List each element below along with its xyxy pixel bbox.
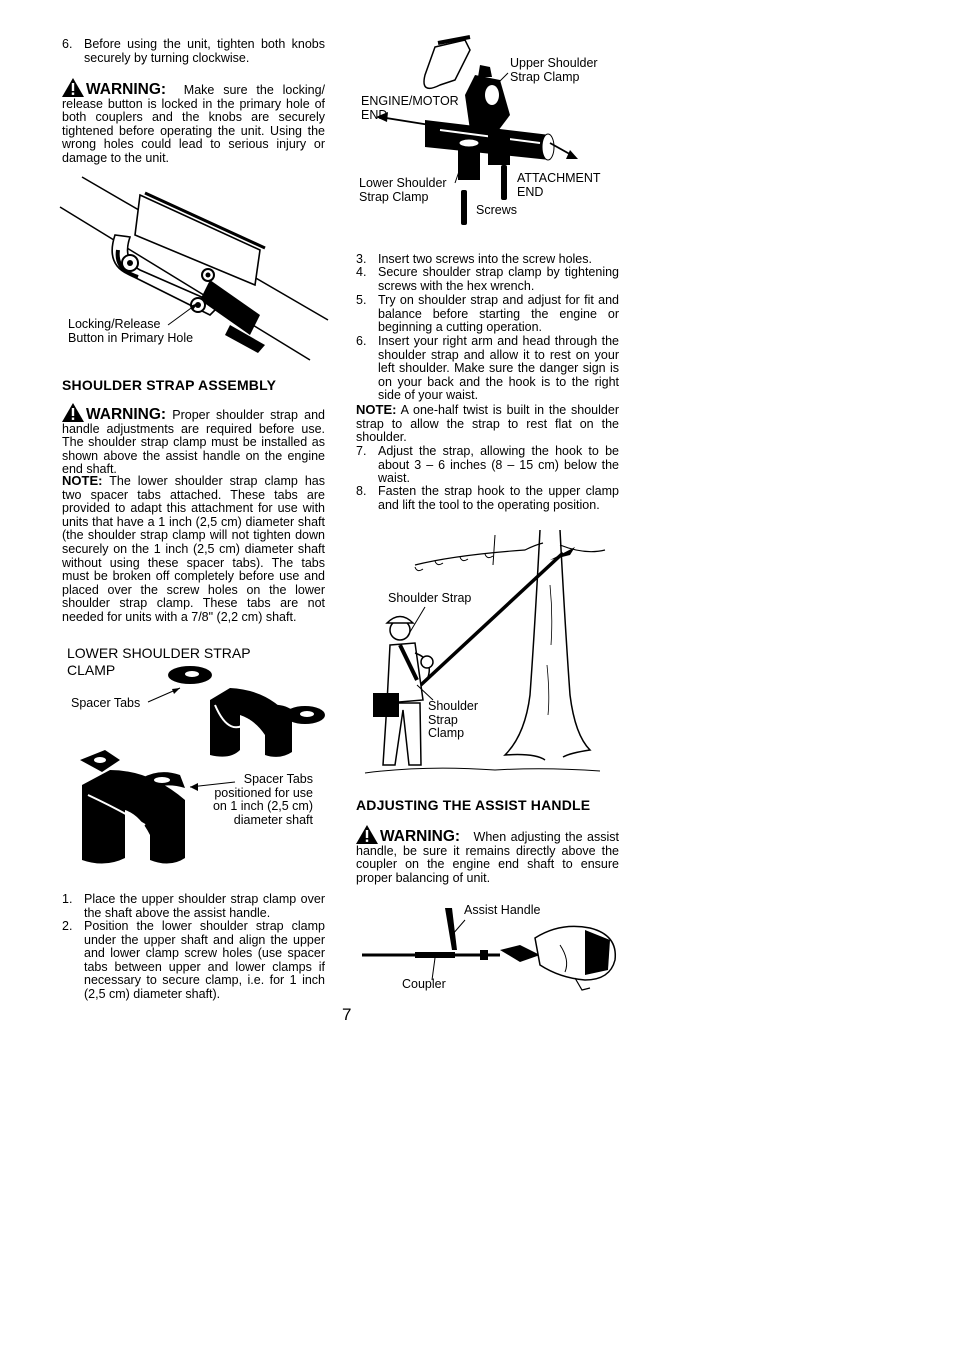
step-text: Fasten the strap hook to the upper clamp and lift the tool to the operating position. — [378, 484, 619, 512]
shoulder-strap-label: Shoulder Strap — [388, 591, 472, 605]
operator-illustration — [365, 525, 620, 780]
label-line: Locking/Release — [68, 317, 161, 331]
label-line: LOWER SHOULDER STRAP — [67, 645, 251, 661]
strap-clamp-label — [428, 700, 478, 741]
note-text: The lower shoulder strap clamp has two spacer tabs attached. These tabs are provided to adapt this attachment for use with units that have a 1 inch (2,5 cm) diameter shaft (the shoulder strap clamp will not tighten down securely on the 1 inch (2,5 cm) diameter shaft without using these spacer tabs). The tabs must be broken off completely before use and placed over the screw holes on the lower shoulder strap clamp. These tabs are not needed for units with a 7/8" (2,2 cm) shaft. — [62, 474, 325, 624]
step-text: Secure shoulder strap clamp by tightening screws with the hex wrench. — [378, 265, 619, 293]
warning-label: WARNING: — [380, 828, 461, 845]
upper-clamp-label — [510, 57, 598, 84]
label-line: diameter shaft — [233, 812, 313, 827]
step-text: Adjust the strap, allowing the hook to be about 3 – 6 inches (8 – 15 cm) below the waist. — [378, 444, 619, 486]
warning-triangle-icon — [356, 825, 378, 844]
step-text: Insert two screws into the screw holes. — [378, 252, 592, 266]
spacer-tabs-label: Spacer Tabs — [71, 696, 141, 710]
warning-label: WARNING: — [86, 406, 167, 423]
label-line: Strap Clamp — [359, 189, 429, 204]
section-title-shoulder-strap: SHOULDER STRAP ASSEMBLY — [62, 377, 277, 393]
label-line: Button in Primary Hole — [68, 330, 194, 345]
note-label: NOTE: — [62, 473, 103, 488]
step-number: 1. — [62, 892, 73, 906]
label-line: ENGINE/MOTOR — [361, 94, 459, 108]
page-number: 7 — [342, 1005, 352, 1024]
step-text: Insert your right arm and head through the shoulder strap and allow it to rest on your left shoulder. Make sure the danger sign is on your back and the hook is to the right side of your waist. — [378, 334, 619, 403]
warning-triangle-icon — [62, 403, 84, 422]
label-line: ATTACHMENT — [517, 171, 601, 185]
note-text: A one-half twist is built in the shoulder strap to allow the strap to rest flat on the shoulder. — [356, 403, 619, 445]
step-number: 7. — [356, 444, 367, 458]
section-title-assist-handle: ADJUSTING THE ASSIST HANDLE — [356, 797, 591, 813]
warning-strap-adjust — [62, 403, 325, 477]
spacer-tabs-positioned-label — [195, 773, 313, 827]
label-line: END — [361, 107, 388, 122]
lower-clamp-label — [359, 177, 447, 204]
warning-label: WARNING: — [86, 81, 167, 98]
label-line: Clamp — [428, 726, 465, 741]
note-label: NOTE: — [356, 402, 397, 417]
step-number: 4. — [356, 265, 367, 279]
lower-clamp-illustration — [80, 660, 330, 870]
warning-locking-button — [62, 78, 325, 166]
label-line: on 1 inch (2,5 cm) — [212, 799, 313, 814]
label-line: Shoulder — [428, 699, 479, 713]
label-line: Lower Shoulder — [359, 176, 447, 190]
engine-end-label — [361, 95, 459, 122]
locking-button-label — [68, 318, 193, 345]
coupler-label: Coupler — [402, 977, 446, 991]
screws-label: Screws — [476, 203, 517, 217]
label-line: END — [517, 184, 544, 199]
note-spacer-tabs — [62, 474, 325, 625]
step-number: 2. — [62, 919, 73, 933]
warning-text: Make sure the locking/ release button is locked in the primary hole of both couplers and the knobs are securely tightened before operating the unit. Using the wrong holes could lead to serious injury or damage to the unit. — [62, 83, 326, 165]
step-number: 3. — [356, 252, 367, 266]
warning-triangle-icon — [62, 78, 84, 97]
note-half-twist — [356, 403, 619, 445]
label-line: CLAMP — [67, 662, 116, 678]
step-number: 6. — [62, 37, 73, 51]
step-number: 5. — [356, 293, 367, 307]
label-line: Strap Clamp — [510, 69, 580, 84]
label-line: Strap — [428, 712, 458, 727]
step-number: 6. — [356, 334, 367, 348]
warning-assist-handle — [356, 825, 619, 885]
step-text: Place the upper shoulder strap clamp over the shaft above the assist handle. — [84, 892, 325, 920]
label-line: Upper Shoulder — [510, 56, 598, 70]
step-text: Before using the unit, tighten both knobs securely by turning clockwise. — [84, 37, 325, 65]
step-number: 8. — [356, 484, 367, 498]
attachment-end-label — [517, 172, 601, 199]
label-line: Spacer Tabs — [243, 772, 313, 786]
warning-text: When adjusting the assist handle, be sure it remains directly above the coupler on the engine end shaft to ensure proper balancing of unit. — [356, 830, 619, 885]
assist-handle-label: Assist Handle — [464, 903, 541, 917]
warning-text: Proper shoulder strap and handle adjustments are required before use. The shoulder strap clamp must be installed as shown above the assist handle on the engine end shaft. — [62, 408, 325, 477]
step-text: Try on shoulder strap and adjust for fit and balance before starting the engine or beginning a cutting operation. — [378, 293, 619, 335]
label-line: positioned for use — [214, 785, 313, 800]
step-text: Position the lower shoulder strap clamp under the upper shaft and align the upper and lower clamp screw holes (use spacer tabs between upper and lower clamps if necessary to secure clamp, i.e. for 1 inch (2,5 cm) diameter shaft). — [84, 919, 325, 1001]
